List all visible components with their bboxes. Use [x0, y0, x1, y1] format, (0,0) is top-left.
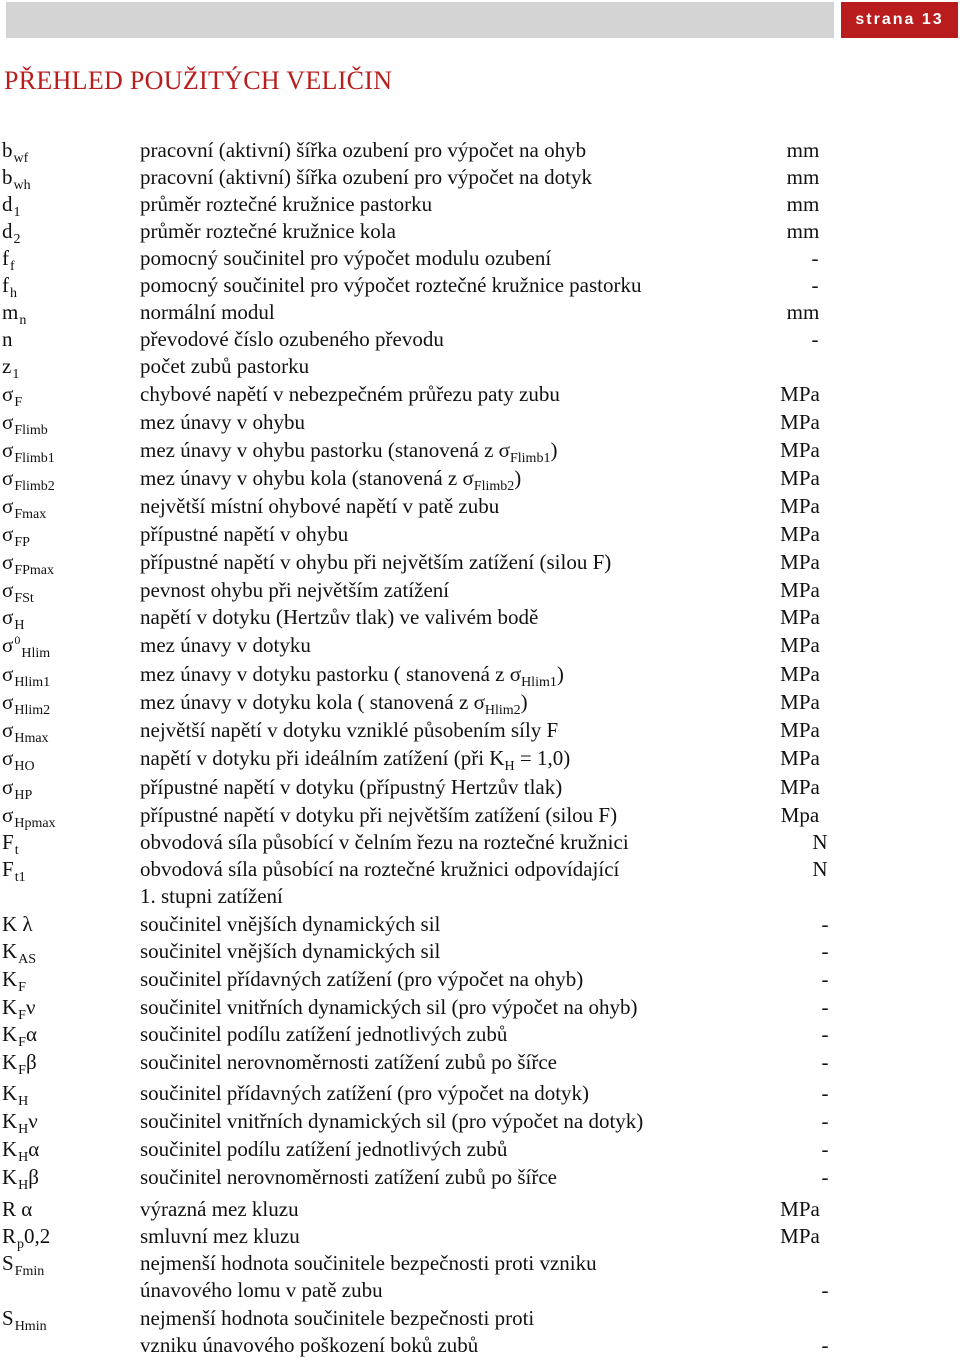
- description-text: napětí v dotyku při ideálním zatížení (při K: [140, 746, 505, 770]
- quantity-unit: -: [821, 912, 829, 936]
- description-text: převodové číslo ozubeného převodu: [140, 327, 444, 351]
- symbol-subscript: wh: [13, 178, 31, 193]
- quantity-description: [140, 803, 617, 828]
- quantity-unit: -: [821, 1050, 829, 1074]
- symbol-base: σ: [2, 718, 14, 742]
- description-text: mez únavy v dotyku kola ( stanovená z σ: [140, 690, 485, 714]
- quantity-description: [140, 410, 305, 435]
- quantity-symbol: [2, 803, 56, 831]
- symbol-subscript: HO: [14, 759, 35, 774]
- symbol-base: F: [2, 857, 14, 881]
- symbol-subscript: Fmax: [14, 507, 47, 522]
- description-text: součinitel vnějších dynamických sil: [140, 939, 441, 963]
- quantity-symbol: [2, 857, 26, 885]
- page-header-bar: [0, 2, 960, 38]
- symbol-base: K: [2, 995, 18, 1019]
- quantity-description: [140, 354, 309, 379]
- description-text: přípustné napětí v dotyku při největším zatížení (silou F): [140, 803, 618, 827]
- quantity-unit: MPa: [780, 1224, 820, 1248]
- symbol-base: K: [2, 1109, 18, 1133]
- quantity-description: [140, 1278, 383, 1303]
- description-text: průměr roztečné kružnice pastorku: [140, 192, 433, 216]
- quantity-symbol: [2, 1251, 45, 1279]
- symbol-subscript: n: [19, 313, 27, 328]
- quantity-symbol: [2, 550, 55, 578]
- symbol-subscript: Hmin: [14, 1319, 47, 1334]
- symbol-base: b: [2, 138, 13, 162]
- quantity-unit: mm: [786, 219, 820, 243]
- quantity-description: [140, 192, 432, 217]
- quantity-description: [140, 857, 619, 882]
- quantity-description: [140, 578, 449, 603]
- description-text: součinitel podílu zatížení jednotlivých zubů: [140, 1137, 508, 1161]
- quantity-description: [140, 219, 396, 244]
- quantity-unit: MPa: [780, 1197, 820, 1221]
- symbol-base: f: [2, 246, 9, 270]
- quantity-symbol: [2, 746, 35, 774]
- symbol-subscript: F: [18, 1063, 26, 1078]
- description-text: nejmenší hodnota součinitele bezpečnosti proti: [140, 1306, 535, 1330]
- description-text: součinitel nerovnoměrnosti zatížení zubů po šířce: [140, 1165, 557, 1189]
- quantity-description: [140, 550, 611, 575]
- description-end: ): [520, 690, 528, 714]
- symbol-base: σ: [2, 410, 14, 434]
- symbol-subscript: H: [18, 1094, 29, 1109]
- description-text: napětí v dotyku (Hertzův tlak) ve valivém bodě: [140, 605, 539, 629]
- symbol-subscript: H: [18, 1122, 29, 1137]
- quantity-unit: MPa: [780, 382, 820, 406]
- symbol-subscript: h: [10, 286, 17, 301]
- description-text: součinitel přídavných zatížení (pro výpočet na ohyb): [140, 967, 584, 991]
- symbol-base: f: [2, 273, 9, 297]
- symbol-base: σ: [2, 382, 14, 406]
- description-text: součinitel vnějších dynamických sil: [140, 912, 441, 936]
- symbol-base: K: [2, 1137, 18, 1161]
- quantity-unit: MPa: [780, 633, 820, 657]
- quantity-symbol: [2, 605, 25, 633]
- symbol-base: R α: [2, 1197, 33, 1221]
- quantity-symbol: [2, 578, 34, 606]
- symbol-base: K: [2, 1022, 18, 1046]
- symbol-subscript: Hlim: [21, 646, 51, 661]
- symbol-base: n: [2, 327, 13, 351]
- quantity-description: [140, 1224, 300, 1249]
- quantity-unit: MPa: [780, 605, 820, 629]
- quantity-symbol: [2, 494, 47, 522]
- quantity-description: [140, 1022, 507, 1047]
- quantity-description: [140, 690, 528, 718]
- quantity-symbol: [2, 775, 33, 803]
- quantity-description: [140, 830, 629, 855]
- description-text: 1. stupni zatížení: [140, 884, 283, 908]
- description-text: součinitel nerovnoměrnosti zatížení zubů po šířce: [140, 1050, 557, 1074]
- quantity-description: [140, 382, 560, 407]
- description-text: největší napětí v dotyku vzniklé působením síly F: [140, 718, 559, 742]
- quantity-description: [140, 995, 637, 1020]
- symbol-subscript: F: [18, 980, 26, 995]
- symbol-subscript: F: [14, 395, 23, 410]
- description-text: mez únavy v ohybu pastorku (stanovená z σ: [140, 438, 510, 462]
- quantity-description: [140, 633, 311, 658]
- symbol-subscript: H: [18, 1150, 29, 1165]
- quantity-description: [140, 967, 583, 992]
- quantity-unit: MPa: [780, 746, 820, 770]
- symbol-base: d: [2, 192, 13, 216]
- description-text: součinitel vnitřních dynamických sil (pro výpočet na ohyb): [140, 995, 638, 1019]
- symbol-subscript: Fmin: [14, 1264, 45, 1279]
- description-text: pracovní (aktivní) šířka ozubení pro výpočet na ohyb: [140, 138, 587, 162]
- quantity-symbol: [2, 165, 31, 193]
- quantity-description: [140, 494, 499, 519]
- header-grey-band: [6, 2, 834, 38]
- quantity-symbol: [2, 662, 51, 690]
- description-end: ): [550, 438, 558, 462]
- symbol-base: K λ: [2, 912, 33, 936]
- quantity-unit: -: [811, 327, 819, 351]
- quantity-description: [140, 1165, 557, 1190]
- quantity-symbol: [2, 192, 21, 220]
- description-subscript: Hlim2: [484, 703, 521, 718]
- symbol-subscript: F: [18, 1008, 26, 1023]
- symbol-subscript: F: [18, 1035, 26, 1050]
- quantity-description: [140, 746, 571, 774]
- symbol-subscript: FPmax: [14, 563, 55, 578]
- symbol-base: K: [2, 967, 18, 991]
- symbol-suffix: α: [25, 1022, 37, 1046]
- quantity-symbol: [2, 1224, 51, 1252]
- symbol-base: σ: [2, 662, 14, 686]
- symbol-base: K: [2, 1081, 18, 1105]
- quantity-description: [140, 1333, 478, 1358]
- symbol-subscript: Flimb2: [14, 479, 55, 494]
- quantity-description: [140, 246, 551, 271]
- quantity-symbol: [2, 967, 26, 995]
- symbol-subscript: FSt: [14, 591, 34, 606]
- symbol-subscript: f: [10, 259, 15, 274]
- symbol-suffix: 0,2: [24, 1224, 51, 1248]
- quantity-unit: -: [821, 1137, 829, 1161]
- quantity-unit: -: [821, 1081, 829, 1105]
- symbol-subscript: Hmax: [14, 731, 49, 746]
- quantity-unit: -: [811, 273, 819, 297]
- quantity-unit: -: [821, 1022, 829, 1046]
- description-text: počet zubů pastorku: [140, 354, 310, 378]
- quantity-unit: Mpa: [780, 803, 820, 827]
- quantity-unit: MPa: [780, 466, 820, 490]
- quantity-unit: -: [821, 1165, 829, 1189]
- symbol-base: σ: [2, 633, 14, 657]
- quantity-symbol: [2, 246, 15, 274]
- quantity-description: [140, 775, 562, 800]
- symbol-base: σ: [2, 775, 14, 799]
- quantity-unit: MPa: [780, 550, 820, 574]
- quantity-description: [140, 912, 440, 937]
- quantity-description: [140, 1306, 534, 1331]
- quantity-description: [140, 300, 275, 325]
- quantity-symbol: [2, 1109, 38, 1137]
- quantity-description: [140, 939, 440, 964]
- description-text: přípustné napětí v dotyku (přípustný Hertzův tlak): [140, 775, 563, 799]
- quantity-unit: MPa: [780, 690, 820, 714]
- symbol-base: S: [2, 1306, 14, 1330]
- symbol-base: σ: [2, 494, 14, 518]
- symbol-base: σ: [2, 522, 14, 546]
- quantity-symbol: [2, 1306, 47, 1334]
- quantity-unit: -: [821, 995, 829, 1019]
- quantity-symbol: [2, 522, 30, 550]
- description-subscript: Flimb1: [509, 451, 551, 466]
- symbol-subscript: HP: [14, 788, 33, 803]
- quantity-symbol: [2, 633, 51, 661]
- quantity-symbol: [2, 1022, 37, 1050]
- description-subscript: Flimb2: [473, 479, 515, 494]
- description-text: obvodová síla působící v čelním řezu na roztečné kružnici: [140, 830, 629, 854]
- symbol-base: S: [2, 1251, 14, 1275]
- quantity-symbol: [2, 354, 20, 382]
- description-text: mez únavy v ohybu kola (stanovená z σ: [140, 466, 474, 490]
- symbol-subscript: wf: [13, 151, 29, 166]
- description-text: pomocný součinitel pro výpočet roztečné kružnice pastorku: [140, 273, 642, 297]
- symbol-base: F: [2, 830, 14, 854]
- quantity-symbol: [2, 1137, 40, 1165]
- quantity-unit: MPa: [780, 775, 820, 799]
- symbol-subscript: Flimb1: [14, 451, 55, 466]
- quantity-unit: mm: [786, 192, 820, 216]
- symbol-subscript: 2: [13, 232, 21, 247]
- quantity-unit: mm: [786, 300, 820, 324]
- description-text: největší místní ohybové napětí v patě zubu: [140, 494, 500, 518]
- description-text: chybové napětí v nebezpečném průřezu paty zubu: [140, 382, 560, 406]
- symbol-base: R: [2, 1224, 17, 1248]
- description-text: obvodová síla působící na roztečné kružnici odpovídající: [140, 857, 620, 881]
- description-text: nejmenší hodnota součinitele bezpečnosti proti vzniku: [140, 1251, 597, 1275]
- description-end: ): [514, 466, 522, 490]
- symbol-base: b: [2, 165, 13, 189]
- symbol-subscript: 1: [12, 367, 20, 382]
- description-end: ): [556, 662, 564, 686]
- quantity-description: [140, 466, 522, 494]
- description-text: průměr roztečné kružnice kola: [140, 219, 396, 243]
- description-subscript: H: [504, 759, 515, 774]
- quantity-description: [140, 1050, 557, 1075]
- quantity-description: [140, 884, 283, 909]
- quantity-description: [140, 165, 592, 190]
- symbol-subscript: Hlim2: [14, 703, 51, 718]
- symbol-suffix: α: [28, 1137, 40, 1161]
- quantity-symbol: [2, 718, 49, 746]
- quantity-symbol: [2, 1050, 37, 1078]
- symbol-subscript: Hpmax: [14, 816, 56, 831]
- quantity-description: [140, 438, 558, 466]
- symbol-base: z: [2, 354, 12, 378]
- quantity-symbol: [2, 466, 55, 494]
- quantity-unit: mm: [786, 138, 820, 162]
- quantity-description: [140, 1137, 507, 1162]
- quantity-description: [140, 522, 348, 547]
- symbol-subscript: 1: [13, 205, 21, 220]
- symbol-base: K: [2, 939, 18, 963]
- symbol-base: σ: [2, 550, 14, 574]
- quantity-description: [140, 1109, 643, 1134]
- quantity-description: [140, 1251, 597, 1276]
- page-title: PŘEHLED POUŽITÝCH VELIČIN: [4, 66, 393, 95]
- description-text: pomocný součinitel pro výpočet modulu ozubení: [140, 246, 552, 270]
- quantity-description: [140, 718, 558, 743]
- quantity-symbol: [2, 138, 29, 166]
- quantity-symbol: [2, 939, 37, 967]
- quantity-unit: MPa: [780, 494, 820, 518]
- quantity-symbol: [2, 690, 51, 718]
- symbol-suffix: ν: [25, 995, 36, 1019]
- symbol-suffix: β: [28, 1165, 39, 1189]
- quantity-symbol: [2, 382, 23, 410]
- quantity-unit: MPa: [780, 410, 820, 434]
- symbol-subscript: Flimb: [14, 423, 48, 438]
- symbol-subscript: t1: [14, 870, 26, 885]
- quantity-symbol: [2, 1197, 32, 1222]
- symbol-base: σ: [2, 690, 14, 714]
- description-text: součinitel podílu zatížení jednotlivých zubů: [140, 1022, 508, 1046]
- description-text: přípustné napětí v ohybu při největším zatížení (silou F): [140, 550, 612, 574]
- description-text: únavového lomu v patě zubu: [140, 1278, 383, 1302]
- symbol-superscript: 0: [14, 633, 21, 647]
- quantity-description: [140, 662, 564, 690]
- quantity-symbol: [2, 300, 27, 328]
- quantity-description: [140, 327, 444, 352]
- symbol-base: K: [2, 1165, 18, 1189]
- quantity-symbol: [2, 438, 55, 466]
- quantity-symbol: [2, 1081, 29, 1109]
- quantity-unit: MPa: [780, 578, 820, 602]
- symbol-subscript: H: [14, 618, 25, 633]
- quantity-unit: MPa: [780, 718, 820, 742]
- description-text: smluvní mez kluzu: [140, 1224, 300, 1248]
- quantity-symbol: [2, 410, 48, 438]
- symbol-base: σ: [2, 578, 14, 602]
- description-text: mez únavy v dotyku pastorku ( stanovená z σ: [140, 662, 522, 686]
- symbol-suffix: ν: [28, 1109, 38, 1133]
- symbol-subscript: Hlim1: [14, 675, 51, 690]
- symbol-base: d: [2, 219, 13, 243]
- symbol-subscript: H: [18, 1178, 29, 1193]
- quantity-unit: -: [821, 1333, 829, 1357]
- quantity-symbol: [2, 273, 17, 301]
- symbol-base: σ: [2, 438, 14, 462]
- quantity-symbol: [2, 1165, 39, 1193]
- description-text: výrazná mez kluzu: [140, 1197, 299, 1221]
- quantity-unit: -: [821, 1278, 829, 1302]
- quantity-symbol: [2, 995, 36, 1023]
- description-text: normální modul: [140, 300, 275, 324]
- page-number-badge: strana 13: [841, 2, 958, 38]
- quantity-symbol: [2, 912, 33, 937]
- description-text: přípustné napětí v ohybu: [140, 522, 349, 546]
- quantity-symbol: [2, 830, 19, 858]
- quantity-unit: -: [811, 246, 819, 270]
- quantity-unit: -: [821, 1109, 829, 1133]
- quantity-unit: MPa: [780, 662, 820, 686]
- symbol-subscript: t: [14, 843, 19, 858]
- quantity-unit: MPa: [780, 438, 820, 462]
- description-text: součinitel přídavných zatížení (pro výpočet na dotyk): [140, 1081, 590, 1105]
- description-text: součinitel vnitřních dynamických sil (pro výpočet na dotyk): [140, 1109, 644, 1133]
- quantity-description: [140, 273, 642, 298]
- quantity-description: [140, 138, 586, 163]
- symbol-base: K: [2, 1050, 18, 1074]
- description-text: mez únavy v ohybu: [140, 410, 306, 434]
- symbol-base: σ: [2, 803, 14, 827]
- quantity-description: [140, 605, 538, 630]
- quantity-description: [140, 1081, 589, 1106]
- quantity-unit: -: [821, 967, 829, 991]
- quantity-unit: N: [812, 857, 828, 881]
- quantity-symbol: [2, 219, 21, 247]
- symbol-subscript: FP: [14, 535, 30, 550]
- quantity-unit: N: [812, 830, 828, 854]
- quantity-description: [140, 1197, 299, 1222]
- symbol-subscript: AS: [18, 952, 37, 967]
- symbol-subscript: p: [17, 1237, 25, 1252]
- quantity-symbol: [2, 327, 13, 352]
- quantity-unit: -: [821, 939, 829, 963]
- description-text: mez únavy v dotyku: [140, 633, 311, 657]
- description-text: vzniku únavového poškození boků zubů: [140, 1333, 479, 1357]
- symbol-base: σ: [2, 746, 14, 770]
- symbol-base: m: [2, 300, 19, 324]
- description-text: pracovní (aktivní) šířka ozubení pro výpočet na dotyk: [140, 165, 592, 189]
- description-end: = 1,0): [514, 746, 571, 770]
- symbol-base: σ: [2, 605, 14, 629]
- description-subscript: Hlim1: [521, 675, 557, 690]
- symbol-base: σ: [2, 466, 14, 490]
- description-text: pevnost ohybu při největším zatížení: [140, 578, 450, 602]
- symbol-suffix: β: [25, 1050, 37, 1074]
- quantity-unit: mm: [786, 165, 820, 189]
- quantity-unit: MPa: [780, 522, 820, 546]
